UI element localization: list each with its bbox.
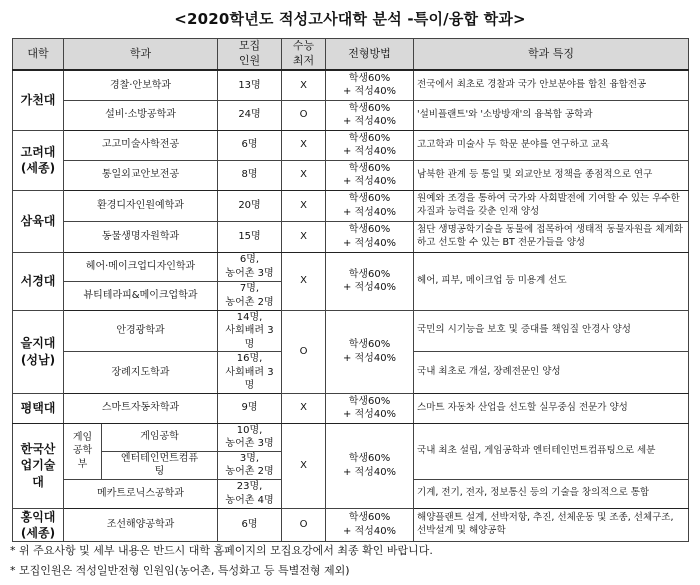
footnote: * 모집인원은 적성일반전형 인원임(농어촌, 특성화고 등 특별전형 제외) bbox=[10, 564, 350, 577]
univ-name: 홍익대 (세종) bbox=[13, 508, 64, 541]
header-quota: 모집 인원 bbox=[218, 39, 282, 71]
dept-name: 환경디자인원예학과 bbox=[64, 190, 218, 221]
footnotes bbox=[10, 541, 433, 581]
univ-name: 서경대 bbox=[13, 252, 64, 310]
dept-feature: 헤어, 피부, 메이크업 등 미용계 선도 bbox=[414, 252, 689, 310]
dept-feature: 국내 최초 설립, 게임공학과 엔터테인먼트컴퓨팅으로 세분 bbox=[414, 423, 689, 479]
selection-method: 학생60% + 적성40% bbox=[326, 190, 414, 221]
table-row bbox=[13, 393, 689, 423]
quota: 23명, 농어촌 4명 bbox=[218, 479, 282, 508]
csat-minimum: X bbox=[282, 252, 326, 310]
page-title: <2020학년도 적성고사대학 분석 -특이/융합 학과> bbox=[174, 10, 526, 28]
univ-name: 삼육대 bbox=[13, 190, 64, 252]
header-method: 전형방법 bbox=[326, 39, 414, 71]
dept-name: 동물생명자원학과 bbox=[64, 221, 218, 252]
quota: 6명, 농어촌 3명 bbox=[218, 252, 282, 281]
dept-group: 게임 공학 부 bbox=[64, 423, 102, 479]
dept-feature: 원예와 조경을 통하여 국가와 사회발전에 기여할 수 있는 우수한 자질과 능력을 갖춘 인재 양성 bbox=[414, 190, 689, 221]
dept-name: 설비·소방공학과 bbox=[64, 100, 218, 130]
footnote: * 위 주요사항 및 세부 내용은 반드시 대학 홈페이지의 모집요강에서 최종 확인 바랍니다. bbox=[10, 544, 433, 557]
dept-feature: 전국에서 최초로 경찰과 국가 안보분야를 합친 융합전공 bbox=[414, 70, 689, 100]
csat-minimum: X bbox=[282, 190, 326, 221]
dept-feature: 국민의 시기능을 보호 및 증대를 책임질 안경사 양성 bbox=[414, 310, 689, 352]
university-analysis-table bbox=[12, 38, 689, 542]
csat-minimum: O bbox=[282, 508, 326, 541]
dept-feature: 스마트 자동차 산업을 선도할 실무중심 전문가 양성 bbox=[414, 393, 689, 423]
quota: 20명 bbox=[218, 190, 282, 221]
selection-method: 학생60% + 적성40% bbox=[326, 508, 414, 541]
csat-minimum: X bbox=[282, 160, 326, 190]
dept-feature: 남북한 관계 등 통일 및 외교안보 정책을 종점적으로 연구 bbox=[414, 160, 689, 190]
table-row bbox=[13, 130, 689, 160]
selection-method: 학생60% + 적성40% bbox=[326, 130, 414, 160]
selection-method: 학생60% + 적성40% bbox=[326, 221, 414, 252]
header-dept: 학과 bbox=[64, 39, 218, 71]
univ-name: 가천대 bbox=[13, 70, 64, 130]
univ-name: 한국산 업기술 대 bbox=[13, 423, 64, 508]
dept-name: 안경광학과 bbox=[64, 310, 218, 352]
dept-name: 조선해양공학과 bbox=[64, 508, 218, 541]
csat-minimum: X bbox=[282, 130, 326, 160]
selection-method: 학생60% + 적성40% bbox=[326, 100, 414, 130]
dept-feature: 국내 최초로 개설, 장례전문인 양성 bbox=[414, 352, 689, 394]
table-row bbox=[13, 252, 689, 281]
dept-name: 뷰티테라피&메이크업학과 bbox=[64, 281, 218, 310]
selection-method: 학생60% + 적성40% bbox=[326, 310, 414, 393]
quota: 14명, 사회배려 3명 bbox=[218, 310, 282, 352]
quota: 16명, 사회배려 3명 bbox=[218, 352, 282, 394]
dept-feature: '설비플랜트'와 '소방방재'의 융복합 공학과 bbox=[414, 100, 689, 130]
table-row bbox=[13, 70, 689, 100]
quota: 6명 bbox=[218, 130, 282, 160]
csat-minimum: X bbox=[282, 221, 326, 252]
quota: 7명, 농어촌 2명 bbox=[218, 281, 282, 310]
csat-minimum: X bbox=[282, 393, 326, 423]
dept-name: 엔터테인먼트컴퓨 팅 bbox=[102, 451, 218, 479]
quota: 6명 bbox=[218, 508, 282, 541]
dept-name: 게임공학 bbox=[102, 423, 218, 451]
quota: 10명, 농어촌 3명 bbox=[218, 423, 282, 451]
quota: 8명 bbox=[218, 160, 282, 190]
selection-method: 학생60% + 적성40% bbox=[326, 393, 414, 423]
dept-name: 스마트자동차학과 bbox=[64, 393, 218, 423]
quota: 9명 bbox=[218, 393, 282, 423]
dept-name: 장례지도학과 bbox=[64, 352, 218, 394]
selection-method: 학생60% + 적성40% bbox=[326, 160, 414, 190]
csat-minimum: O bbox=[282, 310, 326, 393]
quota: 3명, 농어촌 2명 bbox=[218, 451, 282, 479]
table-row bbox=[13, 160, 689, 190]
dept-feature: 기계, 전기, 전자, 정보통신 등의 기술을 창의적으로 통합 bbox=[414, 479, 689, 508]
dept-name: 통일외교안보전공 bbox=[64, 160, 218, 190]
dept-feature: 첨단 생명공학기술을 동물에 접목하여 생태적 동물자원을 체계화 하고 선도할 수 있는 BT 전문가들을 양성 bbox=[414, 221, 689, 252]
csat-minimum: O bbox=[282, 100, 326, 130]
univ-name: 평택대 bbox=[13, 393, 64, 423]
dept-name: 헤어·메이크업디자인학과 bbox=[64, 252, 218, 281]
header-univ: 대학 bbox=[13, 39, 64, 71]
table-row bbox=[13, 423, 689, 451]
dept-name: 고고미술사학전공 bbox=[64, 130, 218, 160]
univ-name: 을지대 (성남) bbox=[13, 310, 64, 393]
table-row bbox=[13, 508, 689, 541]
quota: 13명 bbox=[218, 70, 282, 100]
dept-name: 메카트로닉스공학과 bbox=[64, 479, 218, 508]
csat-minimum: X bbox=[282, 70, 326, 100]
dept-name: 경찰·안보학과 bbox=[64, 70, 218, 100]
header-features: 학과 특징 bbox=[414, 39, 689, 71]
selection-method: 학생60% + 적성40% bbox=[326, 423, 414, 508]
header-csat: 수능 최저 bbox=[282, 39, 326, 71]
univ-name: 고려대 (세종) bbox=[13, 130, 64, 190]
table-row bbox=[13, 310, 689, 352]
selection-method: 학생60% + 적성40% bbox=[326, 252, 414, 310]
selection-method: 학생60% + 적성40% bbox=[326, 70, 414, 100]
quota: 15명 bbox=[218, 221, 282, 252]
csat-minimum: X bbox=[282, 423, 326, 508]
dept-feature: 고고학과 미술사 두 학문 분야를 연구하고 교육 bbox=[414, 130, 689, 160]
table-row bbox=[13, 100, 689, 130]
table-row bbox=[13, 190, 689, 221]
header-row bbox=[13, 39, 689, 71]
quota: 24명 bbox=[218, 100, 282, 130]
table-row bbox=[13, 221, 689, 252]
dept-feature: 해양플랜트 설계, 선박저항, 추진, 선체운동 및 조종, 선체구조, 선박설계 및 해양공학 bbox=[414, 508, 689, 541]
